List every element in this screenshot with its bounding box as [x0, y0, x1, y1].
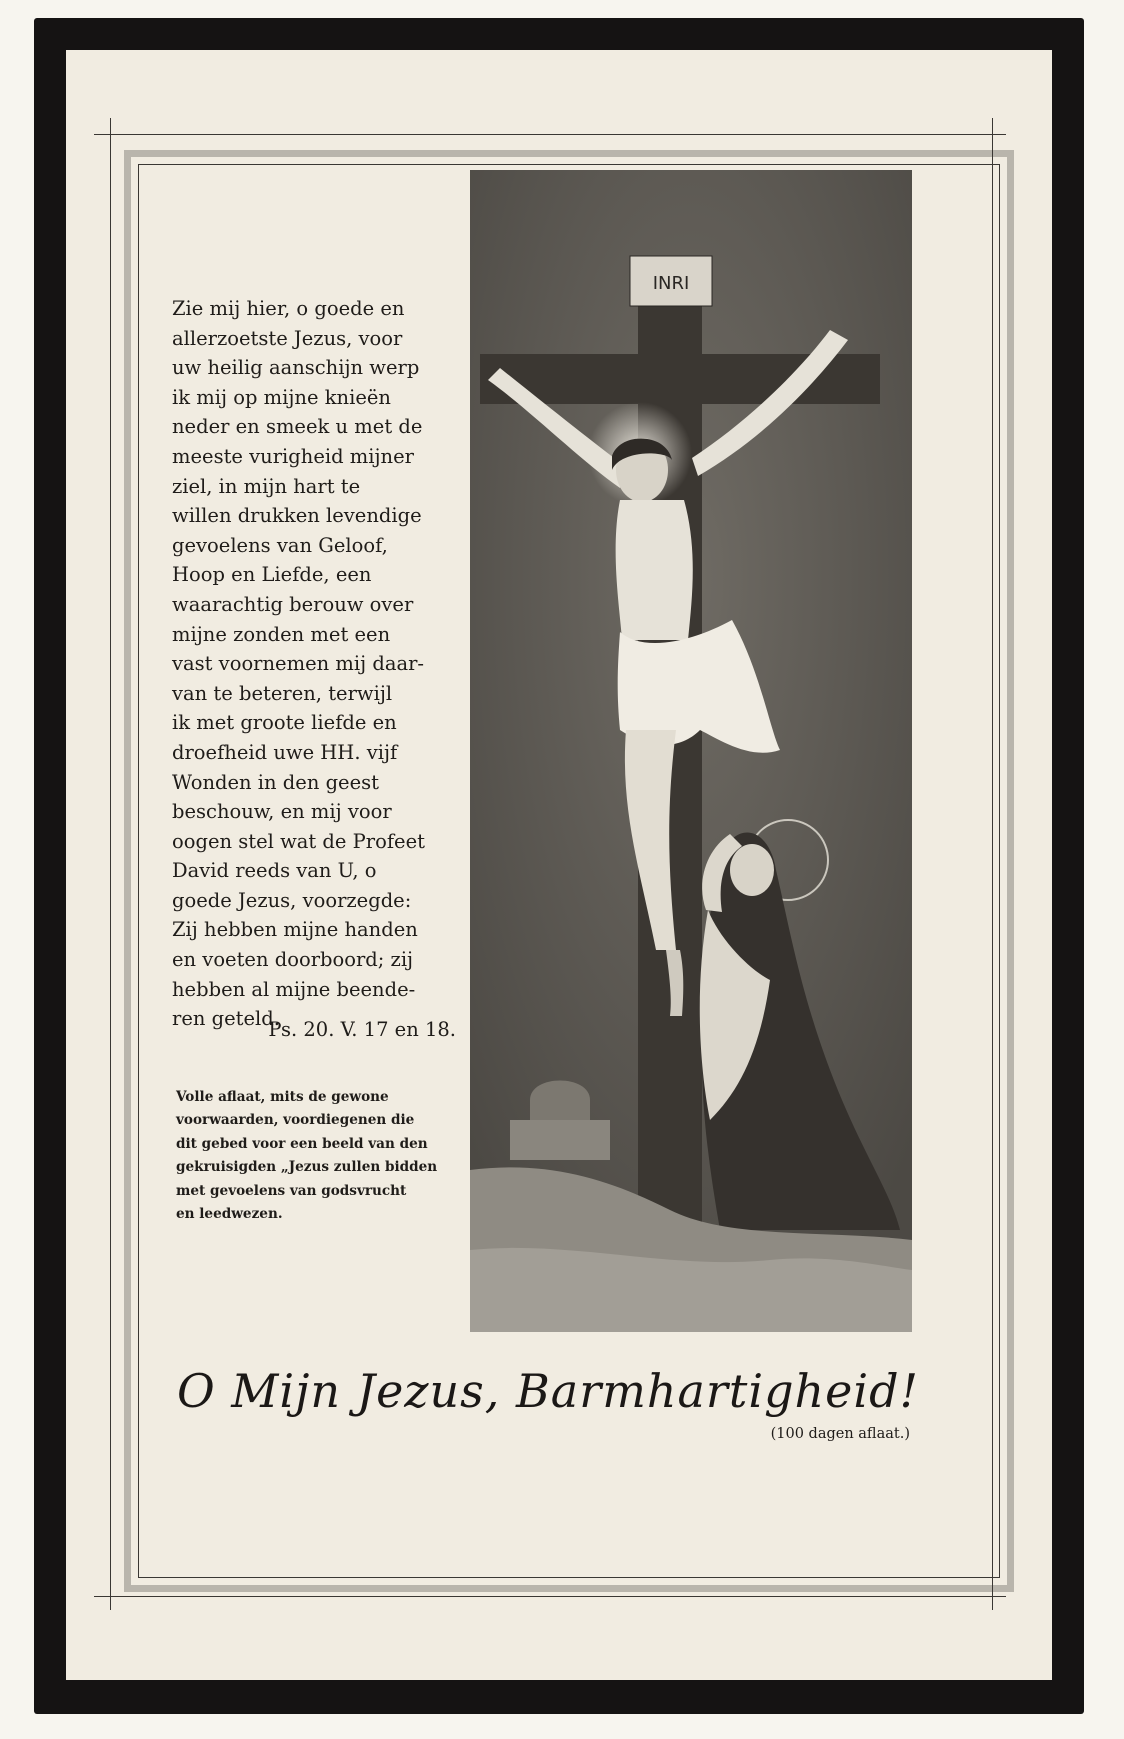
prayer-line: oogen stel wat de Profeet: [172, 829, 425, 853]
crucifixion-illustration: [470, 170, 912, 1332]
crucifixion-image: [470, 170, 912, 1332]
prayer-line: en voeten doorboord; zij: [172, 948, 414, 972]
memorial-card: [34, 18, 1084, 1714]
prayer-line: van te beteren, terwijl: [172, 681, 393, 705]
inri-plaque: INRI: [652, 273, 690, 294]
prayer-text: [172, 294, 456, 1034]
prayer-line: goede Jezus, voorzegde:: [172, 888, 412, 912]
prayer-line: neder en smeek u met de: [172, 415, 423, 439]
indulgence-line: met gevoelens van godsvrucht: [176, 1182, 407, 1199]
prayer-line: vast voornemen mij daar-: [172, 652, 425, 676]
prayer-line: meeste vurigheid mijner: [172, 444, 414, 468]
prayer-line: Hoop en Liefde, een: [172, 563, 372, 587]
frame-line-bottom: [94, 1596, 1006, 1597]
prayer-line: uw heilig aanschijn werp: [172, 356, 420, 380]
indulgence-line: Volle aflaat, mits de gewone: [176, 1089, 389, 1105]
prayer-line: David reeds van U, o: [172, 859, 377, 883]
frame-line-left: [110, 118, 111, 1610]
prayer-line: hebben al mijne beende-: [172, 977, 416, 1001]
prayer-line: Wonden in den geest: [172, 770, 379, 794]
frame-line-right: [992, 118, 993, 1610]
prayer-line: droefheid uwe HH. vijf: [172, 740, 398, 764]
prayer-line: beschouw, en mij voor: [172, 800, 392, 824]
prayer-line: mijne zonden met een: [172, 622, 391, 646]
prayer-line: willen drukken levendige: [172, 504, 422, 528]
frame-line-top: [94, 134, 1006, 135]
prayer-line: ik met groote liefde en: [172, 711, 397, 735]
indulgence-line: gekruisigden „Jezus zullen bidden: [176, 1159, 438, 1176]
motto-indulgence-note: (100 dagen aflaat.): [770, 1426, 910, 1442]
psalm-citation: Ps. 20. V. 17 en 18.: [268, 1018, 456, 1041]
indulgence-line: voorwaarden, voordiegenen die: [176, 1112, 415, 1129]
prayer-line: allerzoetste Jezus, voor: [172, 326, 403, 350]
motto-heading: O Mijn Jezus, Barmhartigheid!: [176, 1364, 920, 1418]
prayer-line: ziel, in mijn hart te: [172, 474, 361, 498]
prayer-line: Zij hebben mijne handen: [172, 918, 418, 942]
indulgence-line: dit gebed voor een beeld van den: [176, 1135, 428, 1152]
prayer-line: ren geteld.: [172, 1007, 280, 1031]
prayer-line: gevoelens van Geloof,: [172, 533, 388, 557]
prayer-line: Zie mij hier, o goede en: [172, 297, 405, 320]
prayer-line: waarachtig berouw over: [172, 592, 414, 616]
indulgence-line: en leedwezen.: [176, 1206, 283, 1223]
indulgence-text: [176, 1086, 456, 1226]
card-paper: [66, 50, 1052, 1680]
prayer-line: ik mij op mijne knieën: [172, 385, 391, 409]
